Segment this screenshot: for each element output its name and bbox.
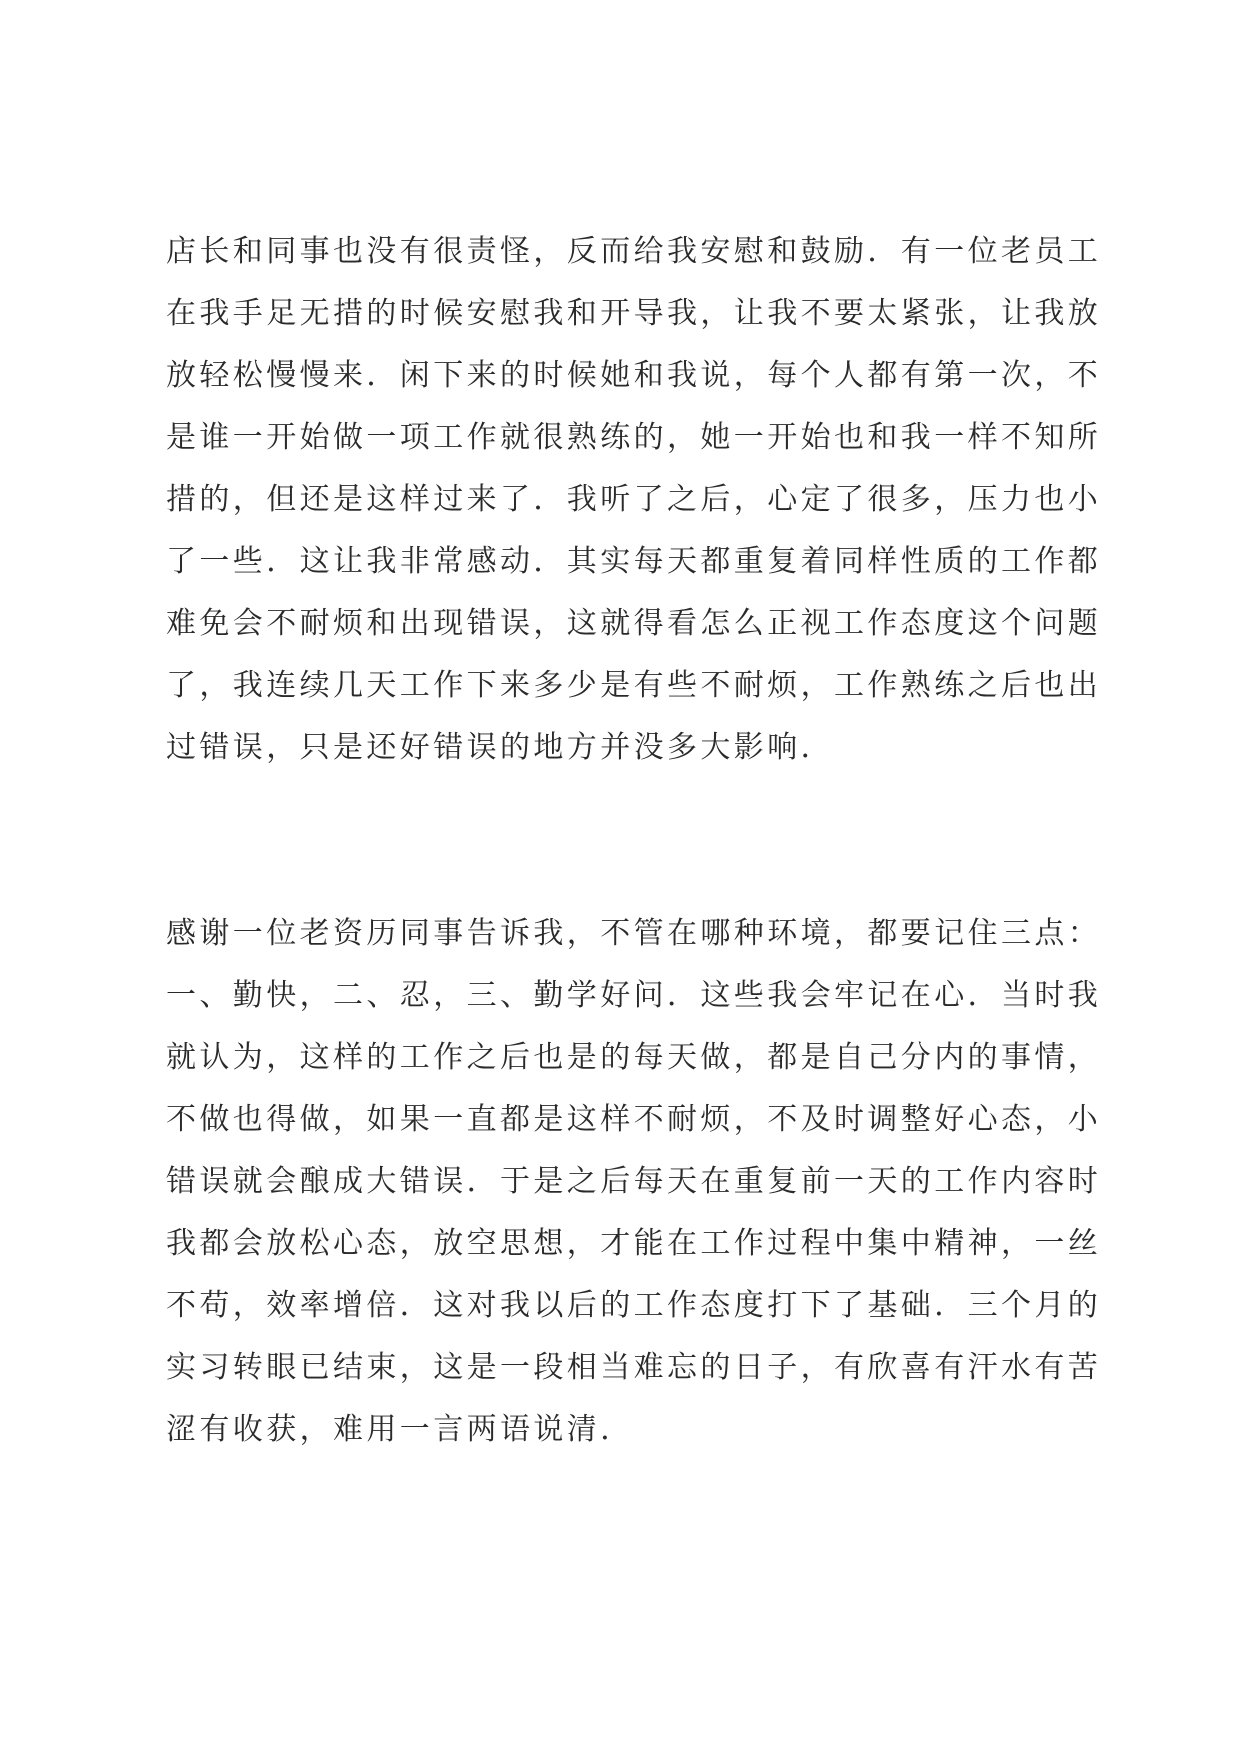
paragraph-line: 难免会不耐烦和出现错误，这就得看怎么正视工作态度这个问题 (166, 606, 1102, 641)
paragraph-line: 感谢一位老资历同事告诉我，不管在哪种环境，都要记住三点： (166, 916, 1102, 951)
paragraph-line: 实习转眼已结束，这是一段相当难忘的日子，有欣喜有汗水有苦 (166, 1350, 1102, 1385)
paragraph-line: 一、勤快，二、忍，三、勤学好问．这些我会牢记在心．当时我 (166, 978, 1102, 1013)
paragraph-line: 不苟，效率增倍．这对我以后的工作态度打下了基础．三个月的 (166, 1288, 1102, 1323)
paragraph-line: 是谁一开始做一项工作就很熟练的，她一开始也和我一样不知所 (166, 420, 1102, 455)
paragraph-line: 店长和同事也没有很责怪，反而给我安慰和鼓励．有一位老员工 (166, 234, 1102, 269)
paragraph-line: 过错误，只是还好错误的地方并没多大影响． (166, 730, 834, 765)
paragraph-line: 不做也得做，如果一直都是这样不耐烦，不及时调整好心态，小 (166, 1102, 1102, 1137)
paragraph-line: 在我手足无措的时候安慰我和开导我，让我不要太紧张，让我放 (166, 296, 1102, 331)
paragraph-line: 措的，但还是这样过来了．我听了之后，心定了很多，压力也小 (166, 482, 1102, 517)
paragraph-line: 错误就会酿成大错误．于是之后每天在重复前一天的工作内容时 (166, 1164, 1102, 1199)
paragraph-line: 了一些．这让我非常感动．其实每天都重复着同样性质的工作都 (166, 544, 1102, 579)
paragraph-line: 了，我连续几天工作下来多少是有些不耐烦，工作熟练之后也出 (166, 668, 1102, 703)
paragraph-line: 涩有收获，难用一言两语说清． (166, 1412, 634, 1447)
paragraph-line: 我都会放松心态，放空思想，才能在工作过程中集中精神，一丝 (166, 1226, 1102, 1261)
paragraph-line: 就认为，这样的工作之后也是的每天做，都是自己分内的事情， (166, 1040, 1102, 1075)
paragraph-line: 放轻松慢慢来．闲下来的时候她和我说，每个人都有第一次，不 (166, 358, 1102, 393)
